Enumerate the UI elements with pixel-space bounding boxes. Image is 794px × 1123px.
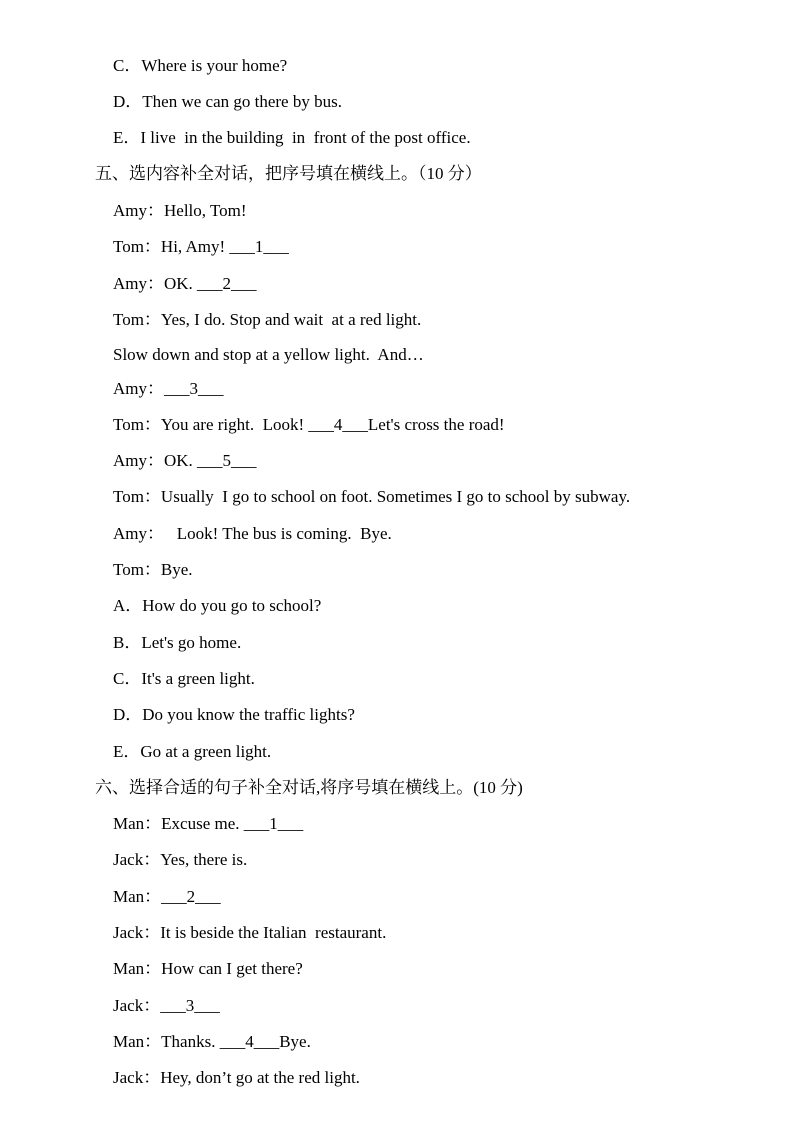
option-e: E．Go at a green light.	[113, 742, 272, 761]
dialogue-line: Man：How can I get there?	[113, 959, 303, 978]
section-6-heading: 六、选择合适的句子补全对话,将序号填在横线上。(10 分)	[95, 778, 523, 797]
option-b: B．Let's go home.	[113, 633, 242, 652]
dialogue-line: Amy：Hello, Tom!	[113, 201, 247, 220]
dialogue-line: Tom：You are right. Look! ___4___Let's cross the road!	[113, 415, 505, 434]
dialogue-line: Jack：It is beside the Italian restaurant.	[113, 923, 387, 942]
dialogue-line: Amy：OK. ___2___	[113, 274, 257, 293]
dialogue-line: Amy：___3___	[113, 379, 224, 398]
dialogue-line: Jack：Yes, there is.	[113, 850, 248, 869]
dialogue-line: Man：___2___	[113, 887, 221, 906]
dialogue-line: Jack：Hey, don’t go at the red light.	[113, 1068, 360, 1087]
dialogue-line: Man：Thanks. ___4___Bye.	[113, 1032, 311, 1051]
dialogue-line: Tom：Usually I go to school on foot. Sometimes I go to school by subway.	[113, 487, 631, 506]
dialogue-line: Jack：___3___	[113, 996, 220, 1015]
dialogue-line: Amy： Look! The bus is coming. Bye.	[113, 524, 392, 543]
option-d: D．Then we can go there by bus.	[113, 92, 342, 111]
option-d: D．Do you know the traffic lights?	[113, 705, 355, 724]
dialogue-line: Man：Excuse me. ___1___	[113, 814, 304, 833]
dialogue-line: Tom：Yes, I do. Stop and wait at a red light.	[113, 310, 422, 329]
option-c: C．It's a green light.	[113, 669, 255, 688]
dialogue-line: Tom：Hi, Amy! ___1___	[113, 237, 289, 256]
dialogue-line: Tom：Bye.	[113, 560, 193, 579]
option-a: A．How do you go to school?	[113, 596, 322, 615]
option-c: C．Where is your home?	[113, 56, 288, 75]
section-5-heading: 五、选内容补全对话，把序号填在横线上。（10 分）	[95, 164, 482, 183]
dialogue-line: Slow down and stop at a yellow light. And…	[113, 345, 424, 364]
option-e: E．I live in the building in front of the post office.	[113, 128, 471, 147]
dialogue-line: Amy：OK. ___5___	[113, 451, 257, 470]
